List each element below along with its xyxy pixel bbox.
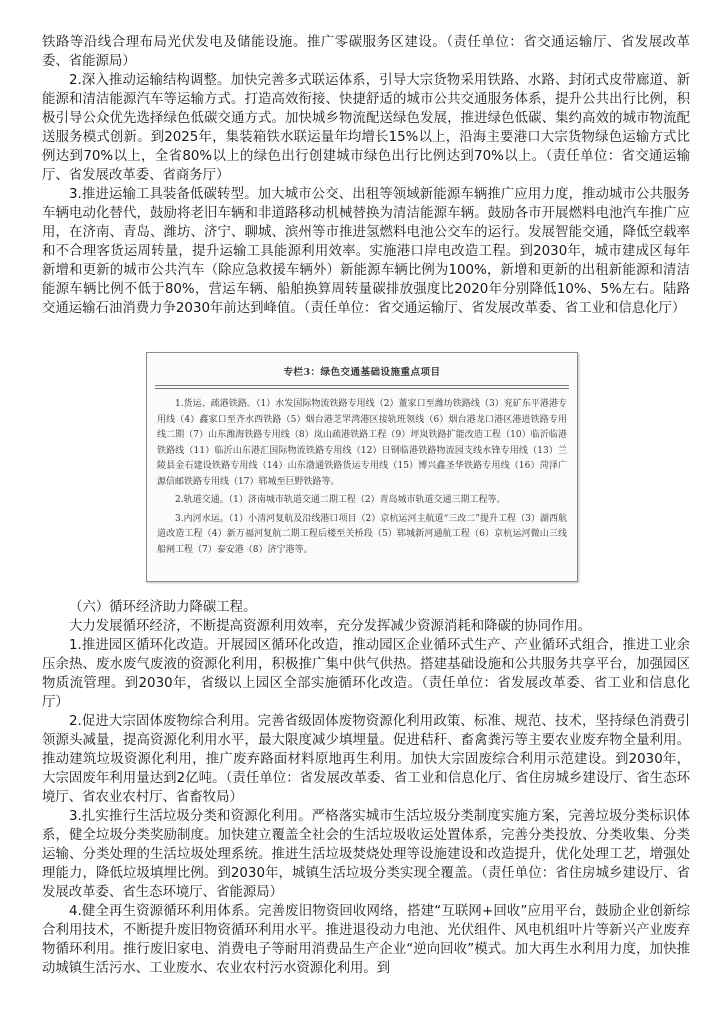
top-text-block <box>42 33 690 318</box>
box-body <box>157 397 567 561</box>
bottom-text-block <box>42 598 690 978</box>
box-item: 2.轨道交通。（1）济南城市轨道交通二期工程（2）青岛城市轨道交通三期工程等。 <box>175 495 506 505</box>
feature-box-figure <box>146 352 578 582</box>
paragraph: 2.促进大宗固体废物综合利用。完善省级固体废物资源化利用政策、标准、规范、技术，坚持绿色消费引领源头减量，提高资源化利用水平，最大限度减少填埋量。促进秸秆、畜禽粪污等主要农业废弃物全量利用。推动建筑垃圾资源化利用，推广废弃路面材料原地再生利用。加快大宗固废综合利用示范建设。到2030年，大宗固废年利用量达到2亿吨。（责任单位：省发展改革委、省工业和信息化厅、省住房城乡建设厅、省生态环境厅、省农业农村厅、省畜牧局） <box>42 714 690 805</box>
paragraph: 大力发展循环经济，不断提高资源利用效率，充分发挥减少资源消耗和降碳的协同作用。 <box>69 619 592 634</box>
paragraph: 1.推进园区循环化改造。开展园区循环化改造，推动园区企业循环式生产、产业循环式组合，推进工业余压余热、废水废气废液的资源化利用，积极推广集中供气供热。搭建基础设施和公共服务共享平台，加强园区物质流管理。到2030年，省级以上园区全部实施循环化改造。（责任单位：省发展改革委、省工业和信息化厅） <box>42 638 690 710</box>
box-item: 3.内河水运。（1）小清河复航及沿线港口项目（2）京杭运河主航道“三改二”提升工程（3）湖西航道改造工程（4）新万福河复航二期工程后楼至关桥段（5）郓城新河通航工程（6）京杭运河微山三线船闸工程（7）泰安港（8）济宁港等。 <box>157 513 567 555</box>
section-heading: （六）循环经济助力降碳工程。 <box>69 600 257 615</box>
paragraph: 2.深入推动运输结构调整。加快完善多式联运体系，引导大宗货物采用铁路、水路、封闭式皮带廊道、新能源和清洁能源汽车等运输方式。打造高效衔接、快捷舒适的城市公共交通服务体系，提升公共出行比例，积极引导公众优先选择绿色低碳交通方式。加快城乡物流配送绿色发展，推进绿色低碳、集约高效的城市物流配送服务模式创新。到2025年，集装箱铁水联运量年均增长15%以上，沿海主要港口大宗货物绿色运输方式比例达到70%以上，全省80%以上的绿色出行创建城市绿色出行比例达到70%以上。（责任单位：省交通运输厅、省发展改革委、省商务厅） <box>42 73 690 183</box>
paragraph: 3.扎实推行生活垃圾分类和资源化利用。严格落实城市生活垃圾分类制度实施方案，完善垃圾分类标识体系，健全垃圾分类奖励制度。加快建立覆盖全社会的生活垃圾收运处置体系，完善分类投放、分类收集、分类运输、分类处理的生活垃圾处理系统。推进生活垃圾焚烧处理等设施建设和改造提升，优化处理工艺，增强处理能力，降低垃圾填埋比例。到2030年，城镇生活垃圾分类实现全覆盖。（责任单位：省住房城乡建设厅、省发展改革委、省生态环境厅、省能源局） <box>42 809 690 900</box>
box-item: 1.货运、疏港铁路。（1）水发国际物流铁路专用线（2）董家口至潍坊铁路线（3）兖矿东平港港专用线（4）鑫家口至齐水西铁路（5）烟台港芝罘湾港区接轨班领线（6）烟台港龙口港区港进铁路专用线二期（7）山东潍海铁路专用线（8）岚山疏港铁路工程（9）坪岚铁路扩能改造工程（10）临沂临港铁路线（11）临沂山东港汇国际物流铁路专用线（12）日钢临港铁路物流园支线水锋专用线（13）兰陵县金石建设铁路专用线（14）山东渤通铁路货运专用线（15）博兴鑫圣华铁路专用线（16）菏泽广源信邮铁路专用线（17）郓城至巨野铁路等。 <box>157 399 567 487</box>
box-divider <box>155 385 569 386</box>
paragraph: 4.健全再生资源循环利用体系。完善废旧物资回收网络，搭建“互联网+回收”应用平台，鼓励企业创新综合利用技术，不断提升废旧物资循环利用水平。推进退役动力电池、光伏组件、风电机组叶片等新兴产业废弃物循环利用。推行废旧家电、消费电子等耐用消费品生产企业“逆向回收”模式。加大再生水利用力度，加快推动城镇生活污水、工业废水、农业农村污水资源化利用。到 <box>42 904 690 976</box>
paragraph: 铁路等沿线合理布局光伏发电及储能设施。推广零碳服务区建设。（责任单位：省交通运输厅、省发展改革委、省能源局） <box>42 35 690 69</box>
paragraph: 3.推进运输工具装备低碳转型。加大城市公交、出租等领域新能源车辆推广应用力度，推动城市公共服务车辆电动化替代，鼓励将老旧车辆和非道路移动机械替换为清洁能源车辆。鼓励各市开展燃料电池汽车推广应用，在济南、青岛、潍坊、济宁、聊城、滨州等市推进氢燃料电池公交车的运行。发展智能交通，降低空载率和不合理客货运周转量，提升运输工具能源利用效率。实施港口岸电改造工程。到2030年，城市建成区每年新增和更新的城市公共汽车（除应急救援车辆外）新能源车辆比例为100%，新增和更新的出租新能源和清洁能源车辆比例不低于80%，营运车辆、船舶换算周转量碳排放强度比2020年分别降低10%、5%左右。陆路交通运输石油消费力争2030年前达到峰值。（责任单位：省交通运输厅、省发展改革委、省工业和信息化厅） <box>42 187 690 316</box>
box-title: 专栏3：绿色交通基础设施重点项目 <box>283 367 441 378</box>
box-divider <box>155 388 569 389</box>
